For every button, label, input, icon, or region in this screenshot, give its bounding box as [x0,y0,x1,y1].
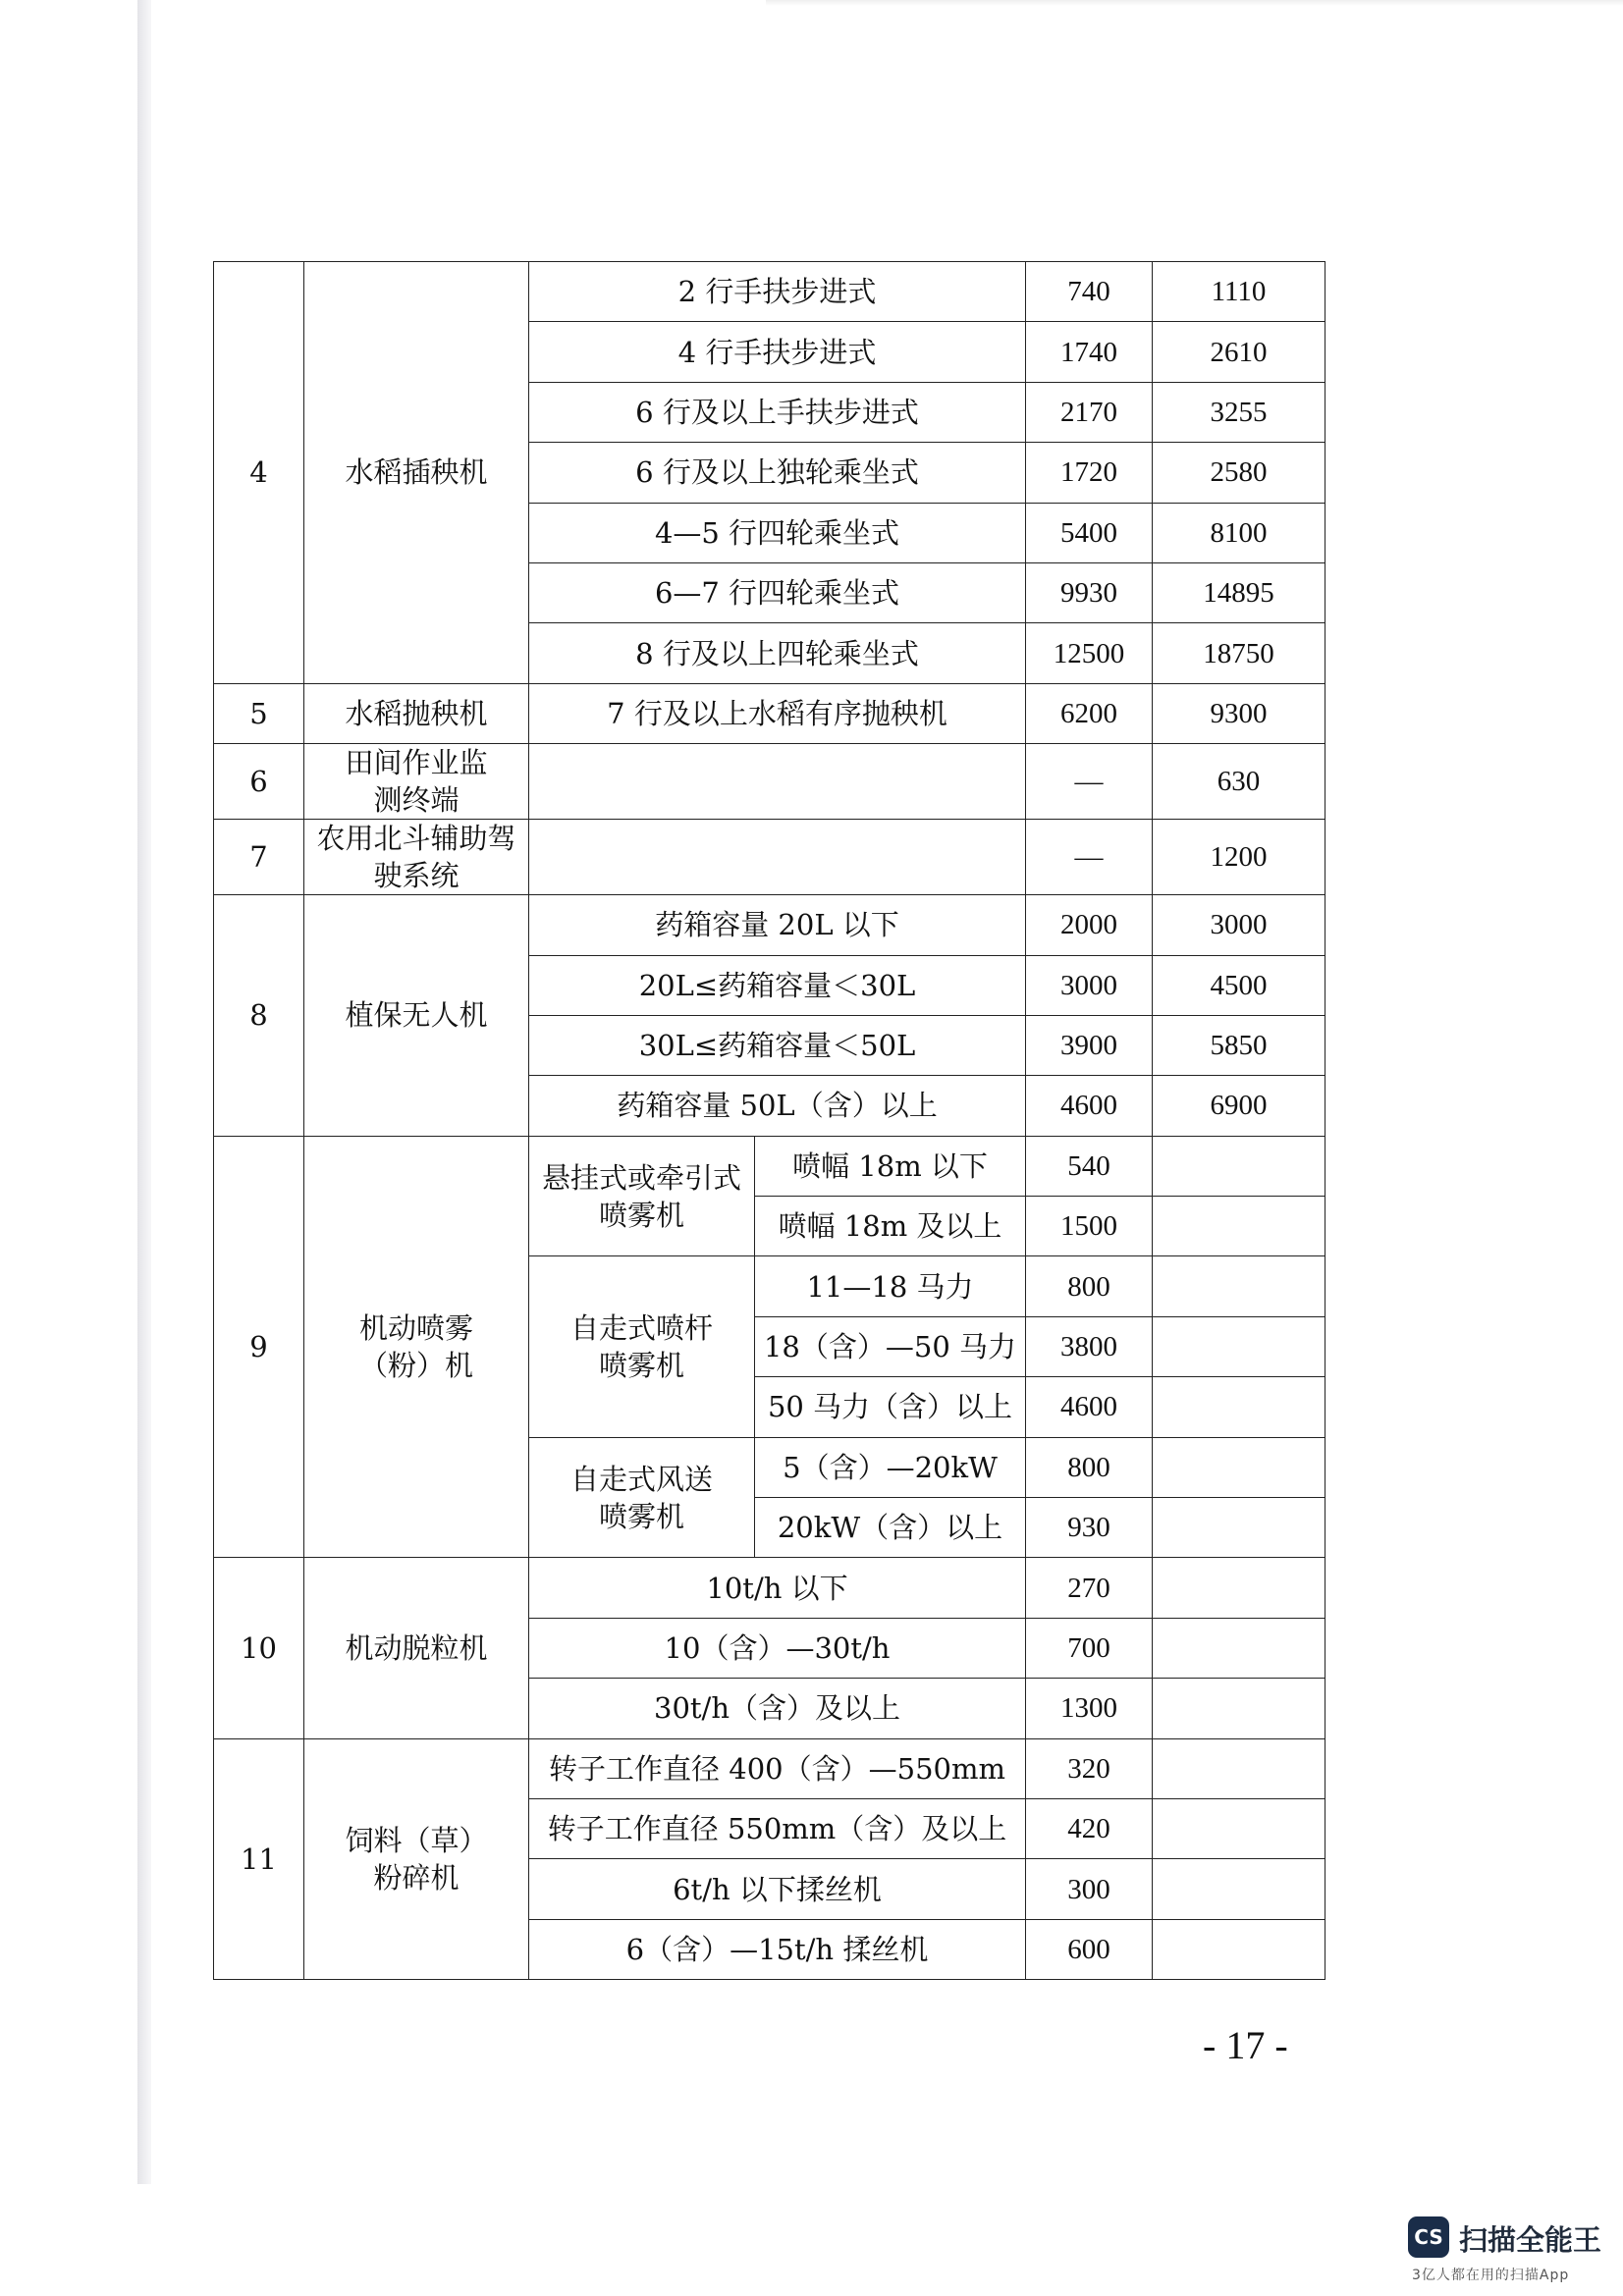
item-name: 植保无人机 [304,895,529,1137]
value-2 [1153,1919,1325,1979]
spec-cell: 6t/h 以下揉丝机 [529,1859,1026,1919]
camscanner-logo-icon: CS [1408,2216,1449,2258]
value-2: 6900 [1153,1076,1325,1136]
spec-cell: 药箱容量 20L 以下 [529,895,1026,955]
value-1: 270 [1026,1558,1153,1618]
value-1: 1740 [1026,322,1153,382]
value-2 [1153,1197,1325,1256]
value-2: 630 [1153,744,1325,820]
value-2 [1153,1437,1325,1497]
value-1: 4600 [1026,1377,1153,1437]
spec-cell: 30L≤药箱容量＜50L [529,1015,1026,1075]
value-1: 740 [1026,262,1153,322]
value-2: 2580 [1153,443,1325,503]
value-1: 1720 [1026,443,1153,503]
value-1: 540 [1026,1136,1153,1196]
item-name: 田间作业监测终端 [304,744,529,820]
value-1: 9930 [1026,562,1153,622]
value-1: 420 [1026,1798,1153,1858]
item-name: 水稻插秧机 [304,262,529,684]
value-2: 5850 [1153,1015,1325,1075]
value-1: 320 [1026,1738,1153,1798]
sub-category: 自走式风送喷雾机 [529,1437,755,1558]
value-2: 3000 [1153,895,1325,955]
spec-cell: 6 行及以上手扶步进式 [529,382,1026,442]
spec-cell: 4 行手扶步进式 [529,322,1026,382]
spec-cell: 6—7 行四轮乘坐式 [529,562,1026,622]
page-number: - 17 - [1203,2023,1288,2067]
item-number: 10 [214,1558,304,1738]
value-1: 800 [1026,1437,1153,1497]
spec-cell: 6 行及以上独轮乘坐式 [529,443,1026,503]
spec-cell: 18（含）—50 马力 [755,1316,1026,1376]
value-1: 3900 [1026,1015,1153,1075]
value-2 [1153,1377,1325,1437]
table-row [214,820,1325,895]
spec-cell: 11—18 马力 [755,1256,1026,1316]
item-number: 5 [214,683,304,743]
value-1: 1300 [1026,1679,1153,1738]
value-1: 3800 [1026,1316,1153,1376]
value-2: 1200 [1153,820,1325,895]
spec-cell: 喷幅 18m 以下 [755,1136,1026,1196]
item-number: 7 [214,820,304,895]
spec-cell: 6（含）—15t/h 揉丝机 [529,1919,1026,1979]
value-2 [1153,1798,1325,1858]
value-2 [1153,1136,1325,1196]
spec-cell: 30t/h（含）及以上 [529,1679,1026,1738]
value-2 [1153,1859,1325,1919]
item-number: 9 [214,1136,304,1558]
camscanner-watermark [1408,2209,1604,2287]
spec-cell: 8 行及以上四轮乘坐式 [529,623,1026,683]
value-1: 6200 [1026,683,1153,743]
item-name: 机动脱粒机 [304,1558,529,1738]
value-2: 3255 [1153,382,1325,442]
sub-category: 悬挂式或牵引式喷雾机 [529,1136,755,1256]
value-1: 12500 [1026,623,1153,683]
value-2: 8100 [1153,503,1325,562]
value-1: 2170 [1026,382,1153,442]
spec-cell: 50 马力（含）以上 [755,1377,1026,1437]
spec-cell: 2 行手扶步进式 [529,262,1026,322]
value-2 [1153,1316,1325,1376]
spec-cell: 喷幅 18m 及以上 [755,1197,1026,1256]
value-2: 18750 [1153,623,1325,683]
spec-cell [529,820,1026,895]
scan-top-shadow [766,0,1623,6]
value-1: — [1026,744,1153,820]
table-row [214,895,1325,955]
value-1: 4600 [1026,1076,1153,1136]
value-2: 9300 [1153,683,1325,743]
item-name: 农用北斗辅助驾驶系统 [304,820,529,895]
value-1: 600 [1026,1919,1153,1979]
value-2 [1153,1618,1325,1678]
value-1: 800 [1026,1256,1153,1316]
value-1: 300 [1026,1859,1153,1919]
item-name: 机动喷雾（粉）机 [304,1136,529,1558]
spec-cell: 20kW（含）以上 [755,1498,1026,1558]
item-number: 4 [214,262,304,684]
value-1: 5400 [1026,503,1153,562]
value-2: 1110 [1153,262,1325,322]
table-row [214,683,1325,743]
value-2 [1153,1558,1325,1618]
spec-cell: 7 行及以上水稻有序抛秧机 [529,683,1026,743]
watermark-subtitle: 3亿人都在用的扫描App [1412,2268,1570,2283]
value-2: 4500 [1153,955,1325,1015]
table-row [214,262,1325,322]
value-2: 14895 [1153,562,1325,622]
spec-cell: 5（含）—20kW [755,1437,1026,1497]
item-number: 6 [214,744,304,820]
item-number: 8 [214,895,304,1137]
scan-edge-shadow [137,0,151,2184]
watermark-title: 扫描全能王 [1459,2223,1602,2257]
value-2 [1153,1738,1325,1798]
sub-category: 自走式喷杆喷雾机 [529,1256,755,1437]
table-row [214,1738,1325,1798]
table-row [214,1558,1325,1618]
spec-cell: 药箱容量 50L（含）以上 [529,1076,1026,1136]
item-name: 饲料（草）粉碎机 [304,1738,529,1980]
spec-cell: 转子工作直径 400（含）—550mm [529,1738,1026,1798]
value-1: 930 [1026,1498,1153,1558]
spec-cell [529,744,1026,820]
value-1: — [1026,820,1153,895]
spec-cell: 4—5 行四轮乘坐式 [529,503,1026,562]
subsidy-table [213,261,1325,1980]
value-2 [1153,1256,1325,1316]
value-1: 2000 [1026,895,1153,955]
spec-cell: 转子工作直径 550mm（含）及以上 [529,1798,1026,1858]
table-row [214,744,1325,820]
value-2: 2610 [1153,322,1325,382]
value-1: 1500 [1026,1197,1153,1256]
table-row [214,1136,1325,1196]
spec-cell: 20L≤药箱容量＜30L [529,955,1026,1015]
item-name: 水稻抛秧机 [304,683,529,743]
item-number: 11 [214,1738,304,1980]
value-1: 3000 [1026,955,1153,1015]
value-2 [1153,1679,1325,1738]
value-2 [1153,1498,1325,1558]
spec-cell: 10（含）—30t/h [529,1618,1026,1678]
spec-cell: 10t/h 以下 [529,1558,1026,1618]
value-1: 700 [1026,1618,1153,1678]
